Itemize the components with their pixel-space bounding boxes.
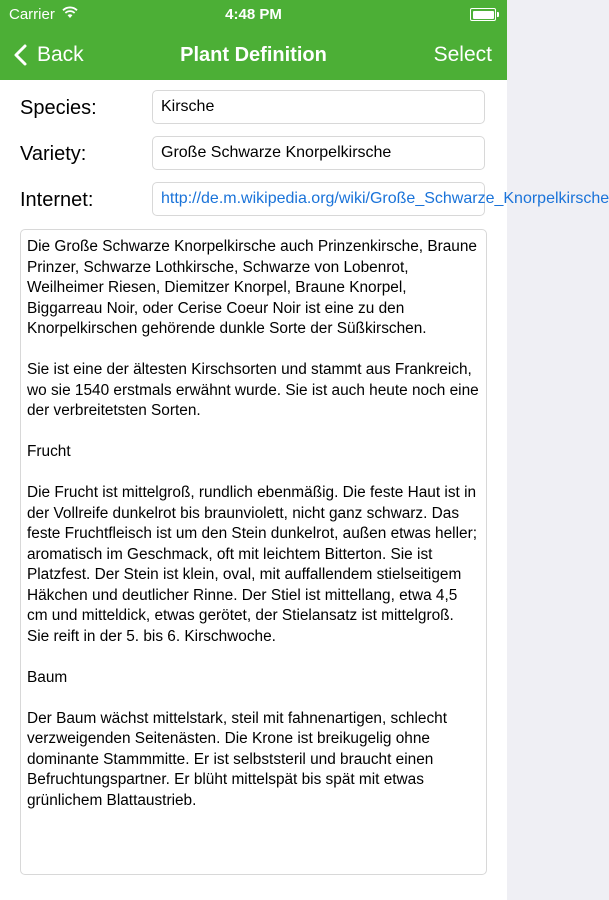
variety-field[interactable]: Große Schwarze Knorpelkirsche (152, 136, 485, 170)
species-label: Species: (20, 97, 97, 119)
plant-definition-form (0, 80, 609, 900)
back-label: Back (37, 43, 84, 66)
description-textarea[interactable] (20, 229, 487, 875)
internet-row (0, 180, 609, 220)
page-title: Plant Definition (180, 44, 327, 66)
status-bar (0, 0, 507, 30)
status-time: 4:48 PM (225, 6, 282, 23)
battery-icon (470, 8, 496, 21)
section-heading-frucht: Frucht (27, 443, 71, 460)
carrier-label: Carrier (9, 6, 55, 23)
species-field[interactable]: Kirsche (152, 90, 485, 124)
description-paragraph: Der Baum wächst mittelstark, steil mit fahnenartigen, schlecht verzweigenden Seitenästen. Die Krone ist breikugelig ohne dominante Stammmitte. Er ist selbststeril und braucht einen Befruchtungspartner. Er blüht mittelspät bis spät mit etwas grünlichem Blattaustrieb. (27, 709, 447, 809)
section-heading-baum: Baum (27, 668, 68, 686)
species-row (0, 88, 507, 128)
variety-label: Variety: (20, 143, 87, 165)
internet-label: Internet: (20, 189, 94, 211)
internet-link-field[interactable]: http://de.m.wikipedia.org/wiki/Große_Schwarze_Knorpelkirsche (152, 182, 485, 216)
description-paragraph: Die Frucht ist mittelgroß, rundlich ebenmäßig. Die feste Haut ist in der Vollreife dunkelrot bis braunviolett, nicht ganz schwarz. Das feste Fruchtfleisch ist um den Stein dunkelrot, außen etwas heller; aromatisch im Geschmack, oft mit leichtem Bitterton. Sie ist Platzfest. Der Stein ist klein, oval, mit auffallendem stielseitigem Häkchen und deutlicher Rinne. Der Stiel ist mittellang, etwa 4,5 cm und mitteldick, etwas gerötet, der Stielansatz ist mittelgroß. Sie reift in der 5. bis 6. Kirschwoche. (27, 484, 477, 645)
navigation-bar (0, 30, 507, 80)
select-button[interactable]: Select (433, 43, 492, 66)
description-paragraph: Die Große Schwarze Knorpelkirsche auch Prinzenkirsche, Braune Prinzer, Schwarze Lothkirsche, Schwarze von Lobenrot, Weilheimer Riesen, Diemitzer Knorpel, Braune Knorpel, Biggarreau Noir, oder Cerise Coeur Noir ist eine zu den Knorpelkirschen gehörende dunkle Sorte der Süßkirschen. (27, 238, 477, 337)
description-paragraph: Sie ist eine der ältesten Kirschsorten und stammt aus Frankreich, wo sie 1540 erstmals erwähnt wurde. Sie ist auch heute noch eine der verbreitetsten Sorten. (27, 361, 479, 419)
variety-row (0, 134, 507, 174)
